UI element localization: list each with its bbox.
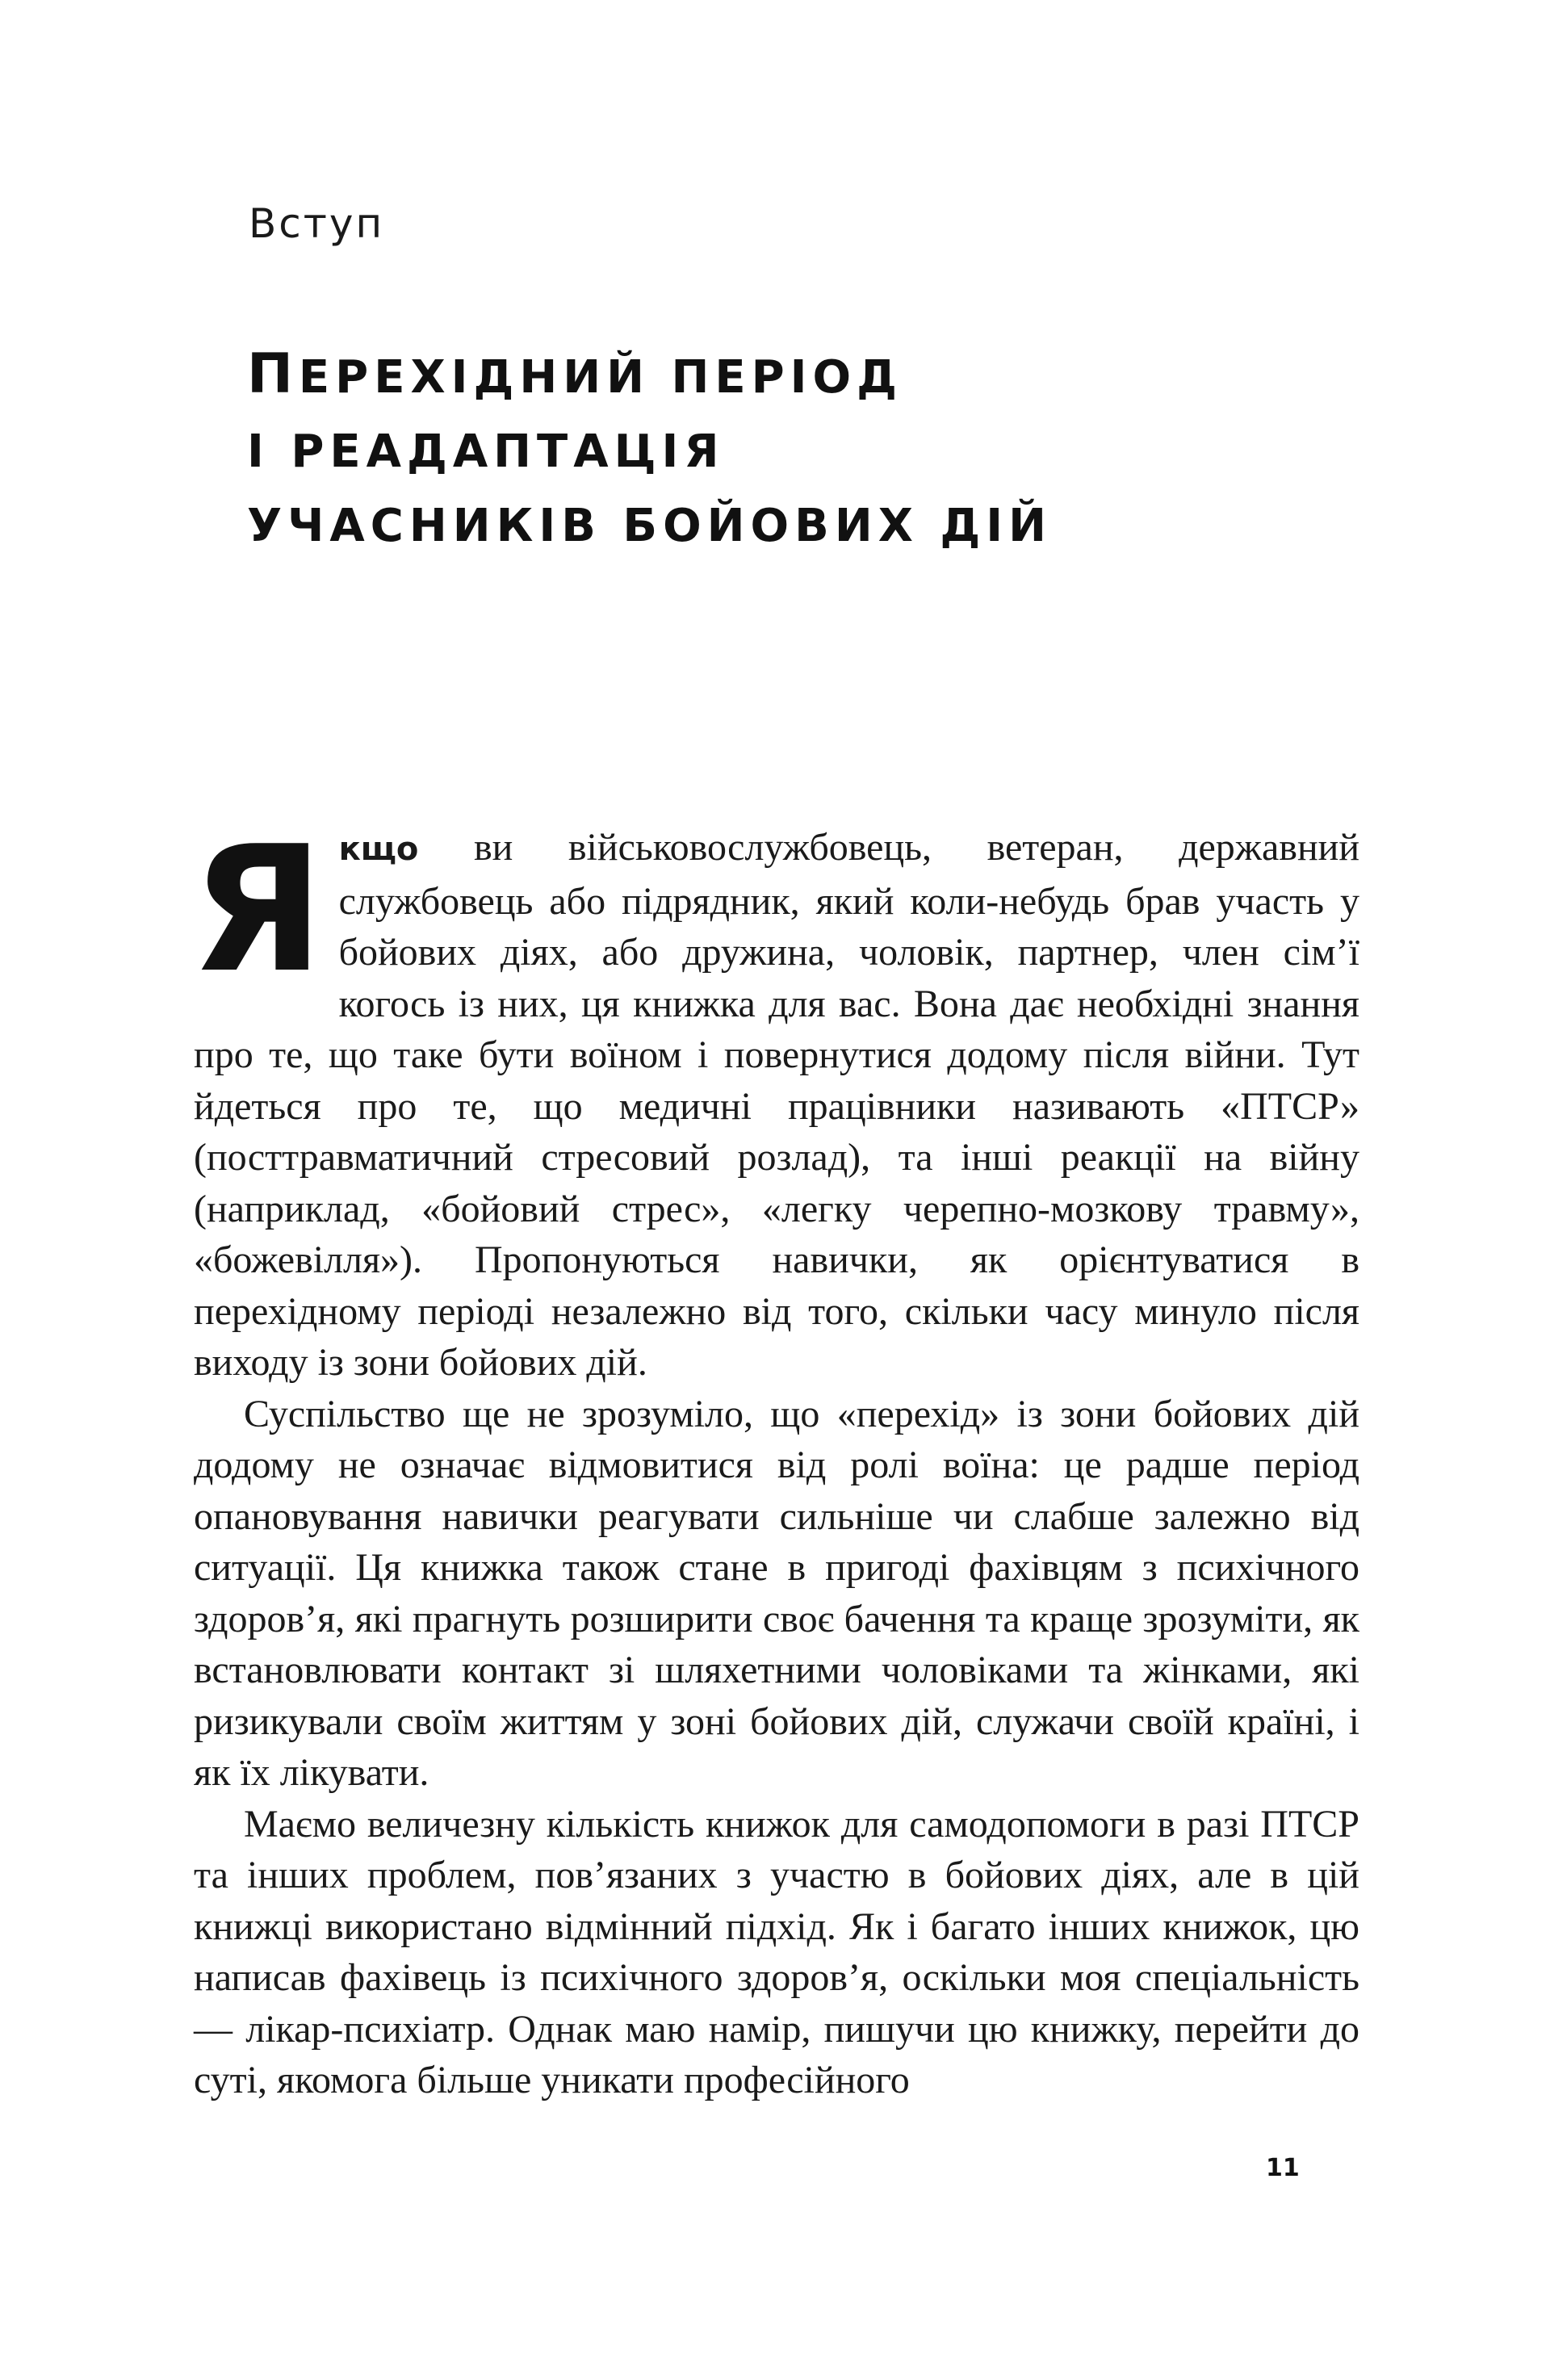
- body-text: [191, 808, 1359, 2106]
- title-line-1: ПЕРЕХІДНИЙ ПЕРІОД: [247, 342, 903, 406]
- title-line-3: УЧАСНИКІВ БОЙОВИХ ДІЙ: [247, 500, 1052, 552]
- paragraph-1-text: ви військовослужбовець, ветеран, державний службовець або підрядник, який коли-небудь брав участь у бойових діях, або дружина, чоловік, партнер, член сім’ї когось із них, ця книжка для вас. Вона дає необхідні знання про те, що таке бути воїном і повернутися додому після війни. Тут йдеться про те, що медичні працівники називають «ПТСР» (посттравматичний стресовий розлад), та інші реакції на війну (наприклад, «бойовий стрес», «легку черепно-мозкову травму», «божевілля»). Пропонуються навички, як орієнтуватися в перехідному періоді незалежно від того, скільки часу минуло після виходу із зони бойових дій.: [194, 826, 1359, 1384]
- paragraph-1: [191, 808, 1359, 1389]
- drop-cap: Я: [191, 808, 325, 1011]
- paragraph-2: Суспільство ще не зрозуміло, що «перехід» із зони бойових дій додому не означає відмовитися від ролі воїна: це радше період опановування навички реагувати сильніше чи слабше залежно від ситуації. Ця книжка також стане в пригоді фахівцям з психічного здоров’я, які прагнуть розширити своє бачення та краще зрозуміти, як встановлювати контакт зі шляхетними чоловіками та жінками, які ризикували своїм життям у зоні бойових дій, служачи своїй країні, і як їх лікувати.: [194, 1392, 1359, 1794]
- page-number: 11: [1266, 2154, 1300, 2182]
- lead-in: кщо: [338, 831, 419, 868]
- paragraph-3: Маємо величезну кількість книжок для самодопомоги в разі ПТСР та інших проблем, пов’язаних з участю в бойових діях, але в цій книжці використано відмінний підхід. Як і багато інших книжок, цю написав фахівець із психічного здоров’я, оскільки моя спеціальність — лікар-психіатр. Однак маю намір, пишучи цю книжку, перейти до суті, якомога більше уникати професійного: [194, 1802, 1359, 2101]
- section-label: Вступ: [249, 200, 385, 247]
- title-line-2: І РЕАДАПТАЦІЯ: [247, 425, 725, 478]
- chapter-title: [247, 337, 1052, 564]
